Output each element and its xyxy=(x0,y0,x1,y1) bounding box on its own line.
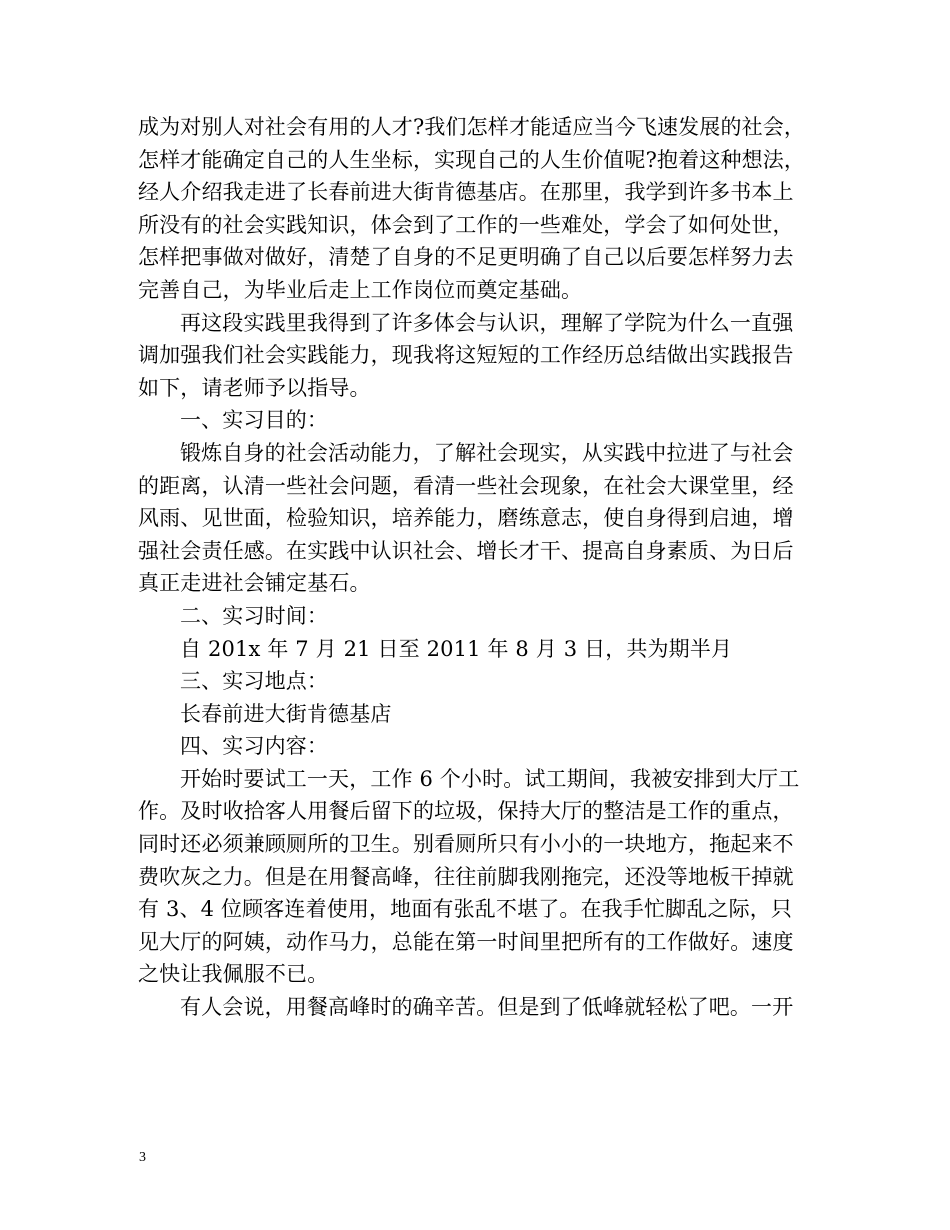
text-line: 四、实习内容： xyxy=(180,734,329,759)
text-line: 费吹灰之力。但是在用餐高峰，往往前脚我刚拖完，还没等地板干掉就 xyxy=(138,864,794,889)
text-line: 调加强我们社会实践能力，现我将这短短的工作经历总结做出实践报告 xyxy=(138,343,794,368)
text-line: 作。及时收拾客人用餐后留下的垃圾，保持大厅的整洁是工作的重点， xyxy=(138,799,794,824)
text-line: 三、实习地点： xyxy=(180,669,329,694)
text-line: 二、实习时间： xyxy=(180,603,329,628)
text-line: 见大厅的阿姨，动作马力，总能在第一时间里把所有的工作做好。速度 xyxy=(138,929,794,954)
text-line: 完善自己，为毕业后走上工作岗位而奠定基础。 xyxy=(138,277,583,302)
text-line: 开始时要试工一天，工作 6 个小时。试工期间，我被安排到大厅工 xyxy=(180,766,800,791)
text-line: 锻炼自身的社会活动能力，了解社会现实，从实践中拉进了与社会 xyxy=(180,440,794,465)
text-line: 所没有的社会实践知识，体会到了工作的一些难处，学会了如何处世， xyxy=(138,212,794,237)
text-line: 自 201x 年 7 月 21 日至 2011 年 8 月 3 日，共为期半月 xyxy=(180,636,733,661)
page-number: 3 xyxy=(139,1150,146,1165)
text-line: 真正走进社会铺定基石。 xyxy=(138,571,371,596)
text-line: 之快让我佩服不已。 xyxy=(138,962,329,987)
text-line: 如下，请老师予以指导。 xyxy=(138,375,371,400)
text-line: 的距离，认清一些社会问题，看清一些社会现象，在社会大课堂里，经 xyxy=(138,473,794,498)
text-line: 怎样才能确定自己的人生坐标，实现自己的人生价值呢?抱着这种想法， xyxy=(138,147,806,172)
text-line: 成为对别人对社会有用的人才?我们怎样才能适应当今飞速发展的社会， xyxy=(138,115,806,139)
text-line: 同时还必须兼顾厕所的卫生。别看厕所只有小小的一块地方，拖起来不 xyxy=(138,832,794,857)
text-line: 风雨、见世面，检验知识，培养能力，磨练意志，使自身得到启迪，增 xyxy=(138,506,794,531)
text-line: 经人介绍我走进了长春前进大街肯德基店。在那里，我学到许多书本上 xyxy=(138,180,794,205)
text-line: 强社会责任感。在实践中认识社会、增长才干、提高自身素质、为日后 xyxy=(138,538,794,563)
text-line: 再这段实践里我得到了许多体会与认识，理解了学院为什么一直强 xyxy=(180,310,794,335)
text-line: 怎样把事做对做好，清楚了自身的不足更明确了自己以后要怎样努力去 xyxy=(138,245,794,270)
text-line: 有人会说，用餐高峰时的确辛苦。但是到了低峰就轻松了吧。一开 xyxy=(180,995,794,1020)
text-line: 有 3、4 位顾客连着使用，地面有张乱不堪了。在我手忙脚乱之际，只 xyxy=(138,897,793,922)
body-text xyxy=(138,111,814,1024)
text-line: 一、实习目的： xyxy=(180,408,329,433)
text-line: 长春前进大街肯德基店 xyxy=(180,701,392,726)
